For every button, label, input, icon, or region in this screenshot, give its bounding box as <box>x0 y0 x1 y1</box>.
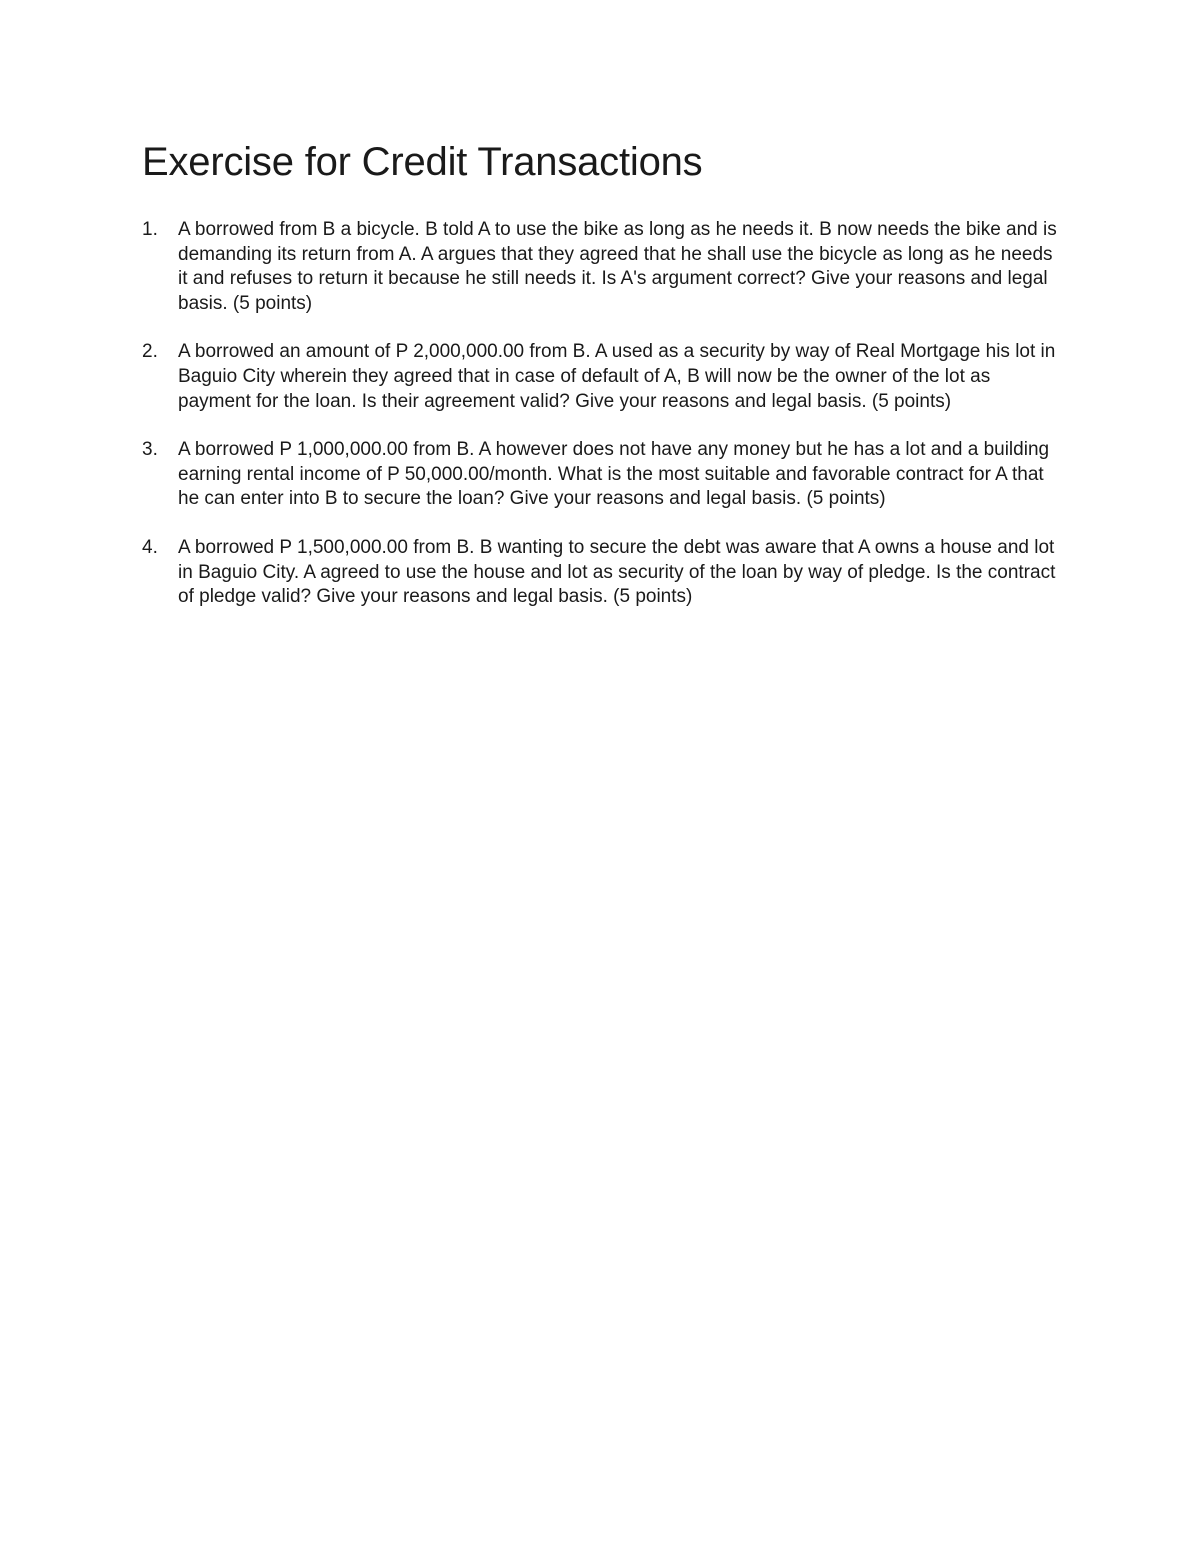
question-text: A borrowed an amount of P 2,000,000.00 from B. A used as a security by way of Real Mortgage his lot in Baguio City wherein they agreed that in case of default of A, B will now be the owner of the lot as payment for the loan. Is their agreement valid? Give your reasons and legal basis. (5 points) <box>178 341 1056 412</box>
question-number: 1. <box>142 219 158 240</box>
question-number: 4. <box>142 536 158 558</box>
question-item-4 <box>142 536 1062 610</box>
question-text: A borrowed P 1,000,000.00 from B. A however does not have any money but he has a lot and a building earning rental income of P 50,000.00/month. What is the most suitable and favorable contract for A that he can enter into B to secure the loan? Give your reasons and legal basis. (5 points) <box>178 439 1050 510</box>
question-number: 2. <box>142 341 158 363</box>
question-text: A borrowed from B a bicycle. B told A to use the bike as long as he needs it. B now needs the bike and is demanding its return from A. A argues that they agreed that he shall use the bicycle as long as he needs it and refuses to return it because he still needs it. Is A's argument correct? Give your reasons and legal basis. (5 points) <box>178 219 1057 314</box>
document-title: Exercise for Credit Transactions <box>142 140 703 184</box>
question-list <box>142 218 1062 634</box>
question-number: 3. <box>142 439 158 461</box>
question-item-1 <box>142 218 1062 316</box>
question-text: A borrowed P 1,500,000.00 from B. B wanting to secure the debt was aware that A owns a house and lot in Baguio City. A agreed to use the house and lot as security of the loan by way of pledge. Is the contract of pledge valid? Give your reasons and legal basis. (5 points) <box>178 536 1056 608</box>
question-item-2 <box>142 340 1062 414</box>
question-item-3 <box>142 438 1062 512</box>
